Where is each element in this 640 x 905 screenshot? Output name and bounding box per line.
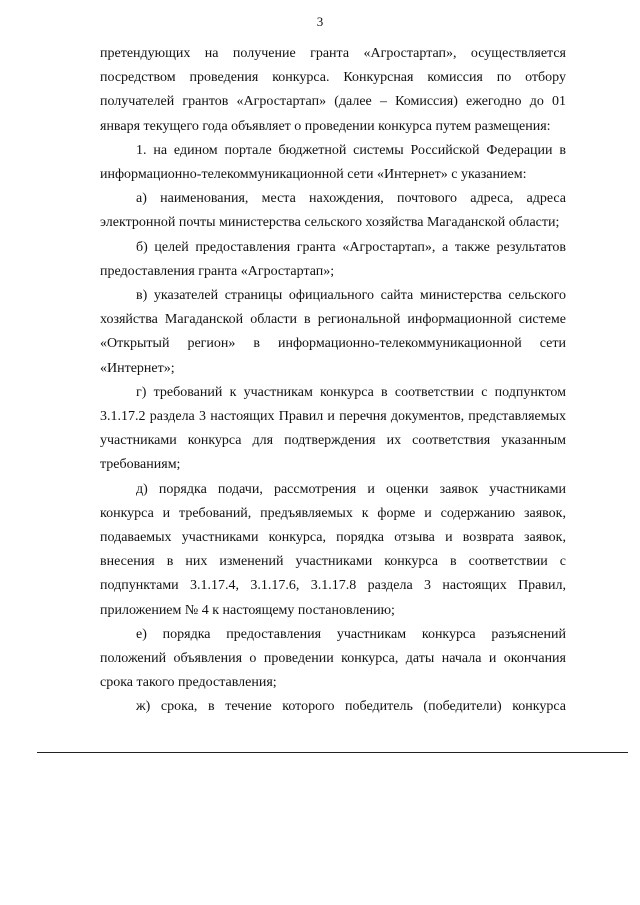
page-number: 3 (316, 14, 324, 29)
paragraph-item-1: 1. на едином портале бюджетной системы Российской Федерации в информационно-телекоммуникационной сети «Интернет» с указанием: (100, 142, 566, 183)
paragraph-intro: претендующих на получение гранта «Агростартап», осуществляется посредством проведения конкурса. Конкурсная комиссия по отбору получателей грантов «Агростартап» (далее – Комиссия) ежегодно до 01 января текущего года объявляет о проведении конкурса путем размещения: (100, 46, 566, 134)
paragraph-item-a: а) наименования, места нахождения, почтового адреса, адреса электронной почты министерства сельского хозяйства Магаданской области; (100, 191, 566, 231)
paragraph-item-zh: ж) срока, в течение которого победитель (победители) конкурса (136, 699, 566, 715)
paragraph-item-v: в) указателей страницы официального сайта министерства сельского хозяйства Магаданской области в региональной информационной системе «Открытый регион» в информационно-телекоммуникационной сети «Интернет»; (100, 288, 566, 376)
paragraph-item-b: б) целей предоставления гранта «Агростартап», а также результатов предоставления гранта «Агростартап»; (100, 239, 566, 279)
document-body (100, 42, 566, 720)
paragraph-item-d: д) порядка подачи, рассмотрения и оценки заявок участниками конкурса и требований, предъявляемых к форме и содержанию заявок, подаваемых участниками конкурса, порядка отзыва и возврата заявок, внесения в них изменений участниками конкурса в соответствии с подпунктами 3.1.17.4, 3.1.17.6, 3.1.17.8 раздела 3 настоящих Правил, приложением № 4 к настоящему постановлению; (100, 481, 566, 618)
footer-divider (37, 752, 628, 753)
paragraph-item-e: е) порядка предоставления участникам конкурса разъяснений положений объявления о проведении конкурса, даты начала и окончания срока такого предоставления; (100, 626, 566, 691)
paragraph-item-g: г) требований к участникам конкурса в соответствии с подпунктом 3.1.17.2 раздела 3 настоящих Правил и перечня документов, представляемых участниками конкурса для подтверждения их соответствия указанным требованиям; (100, 384, 566, 473)
